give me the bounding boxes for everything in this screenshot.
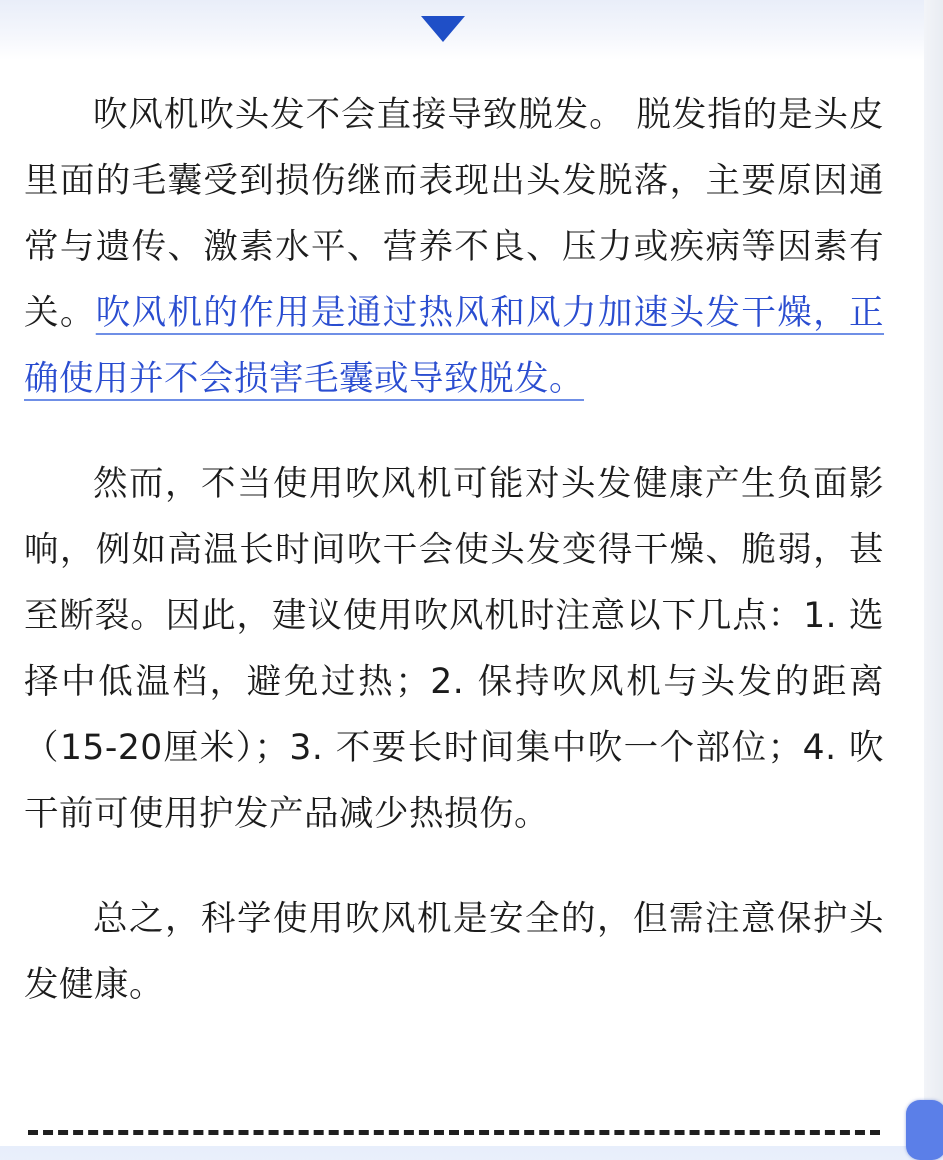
paragraph-2: 然而，不当使用吹风机可能对头发健康产生负面影响，例如高温长时间吹干会使头发变得干燥、脆弱，甚至断裂。因此，建议使用吹风机时注意以下几点：1. 选择中低温档，避免过热；2. 保持吹风机与头发的距离（15-20厘米）；3. 不要长时间集中吹一个部位；4. 吹干前可使用护发产品减少热损伤。 [24,464,884,834]
right-edge [924,0,943,1146]
scroll-handle[interactable] [906,1100,943,1160]
paragraph-1-lead: 吹风机吹头发不会直接导致脱发。 脱发指的是头皮里面的毛囊受到损伤继而表现出头发脱落，主要原因通常与遗传、激素水平、营养不良、压力或疾病等因素有关。 [24,95,884,333]
paragraph-1 [24,82,884,412]
highlight-link[interactable]: 吹风机的作用是通过热风和风力加速头发干燥，正确使用并不会损害毛囊或导致脱发。 [24,293,885,399]
triangle-down-icon[interactable] [421,16,465,42]
answer-content [24,82,884,1018]
paragraph-3: 总之，科学使用吹风机是安全的，但需注意保护头发健康。 [24,899,884,1005]
divider [28,1130,880,1135]
